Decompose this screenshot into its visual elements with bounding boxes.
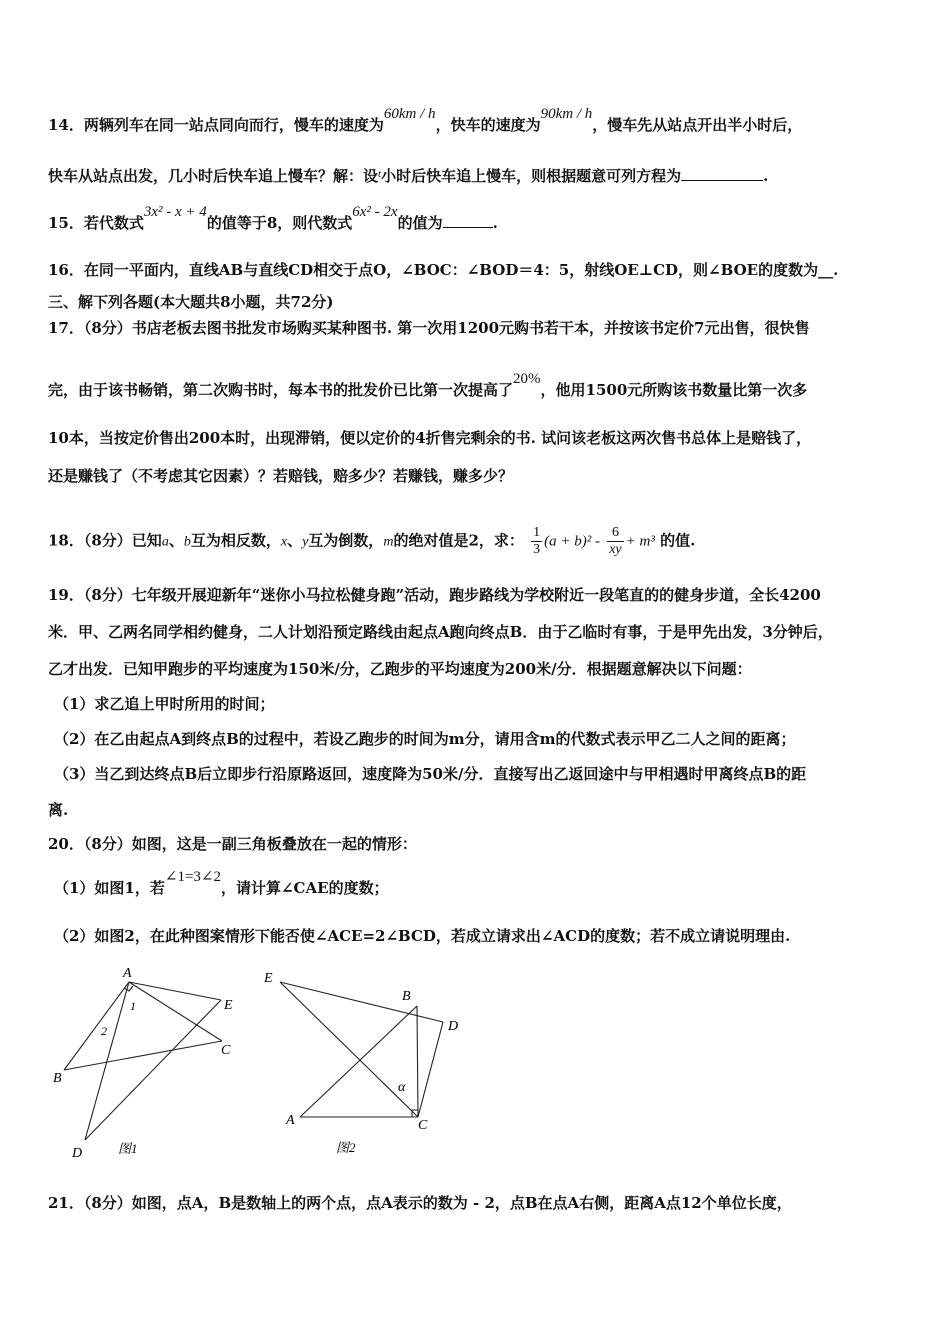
q18-line [48, 525, 910, 558]
q14-line2 [48, 165, 910, 188]
q18-text-4: 的绝对值是2，求： [393, 531, 524, 550]
q14-text-4: 快车从站点出发，几小时后快车追上慢车？解：设 [48, 167, 379, 185]
q14-line1 [48, 106, 910, 136]
fig2-label-alpha: α [398, 1080, 406, 1095]
q19-sub2: （2）在乙由起点A到终点B的过程中，若设乙跑步的时间为m分，请用含m的代数式表示甲乙二人之间的距离； [54, 730, 796, 748]
q14-answer-blank [681, 165, 763, 181]
q18-fraction-2 [607, 525, 623, 558]
q17-percent: 20% [513, 371, 541, 387]
q15-expression-1: 3x² - x + 4 [143, 204, 207, 220]
q20-sub1 [54, 869, 916, 899]
q17-line3: 10本，当按定价售出200本时，出现滞销，便以定价的4折售完剩余的书. 试问该老板这两次售书总体上是赔钱了， [48, 429, 812, 447]
fig1-label-d: D [72, 1146, 83, 1161]
q19-sub1: （1）求乙追上甲时所用的时间； [54, 695, 275, 713]
q14-end: . [763, 167, 769, 185]
fig2-label-a: A [286, 1113, 295, 1128]
q18-mid-expr: (a + b)² - [544, 533, 600, 550]
fig2-label-d: D [448, 1019, 459, 1034]
fig1-label-1: 1 [130, 999, 136, 1013]
fig1-label-e: E [224, 998, 233, 1013]
fig1-line-ab [64, 982, 129, 1070]
q18-frac2-num: 6 [607, 525, 623, 542]
q18-frac2-den: xy [609, 542, 622, 557]
q18-var-x: x [280, 534, 288, 550]
q20-line1: 20．（8分）如图，这是一副三角板叠放在一起的情形： [48, 835, 417, 853]
q14-text-3: ，慢车先从站点开出半小时后， [592, 116, 803, 134]
section-3-title: 三、解下列各题(本大题共8小题，共72分) [48, 293, 334, 311]
fig1-label-c: C [221, 1043, 231, 1058]
q18-frac1-num: 1 [533, 525, 541, 540]
fig2-line-bc [417, 1006, 418, 1117]
q15-line [48, 204, 910, 234]
q19-line3: 乙才出发．已知甲跑步的平均速度为150米/分，乙跑步的平均速度为200米/分．根据题意解决以下问题： [48, 660, 752, 678]
fig2-line-dc [418, 1022, 443, 1117]
fig1-caption: 图1 [118, 1141, 138, 1156]
q17-text-2: ，他用1500元所购该书数量比第一次多 [540, 381, 808, 399]
q18-var-a: a [161, 534, 169, 550]
q18-var-b: b [183, 534, 191, 550]
q20-condition: ∠1=3∠2 [164, 869, 221, 885]
q17-line1: 17．（8分）书店老板去图书批发市场购买某种图书. 第一次用1200元购书若干本，并按该书定价7元出售，很快售 [48, 319, 810, 337]
fig1-line-bc [64, 1041, 222, 1070]
fig2-label-b: B [402, 989, 411, 1004]
q21-line: 21．（8分）如图，点A，B是数轴上的两个点，点A表示的数为 - 2，点B在点A右侧，距离A点12个单位长度， [48, 1194, 792, 1212]
q18-text-3: 互为倒数， [308, 531, 384, 550]
q16-line: 16．在同一平面内，直线AB与直线CD相交于点O，∠BOC：∠BOD＝4：5，射线OE⊥CD，则∠BOE的度数为__. [48, 261, 839, 279]
q19-line2: 米．甲、乙两名同学相约健身，二人计划沿预定路线由起点A跑向终点B．由于乙临时有事，于是甲先出发，3分钟后， [48, 623, 833, 641]
fig2-line-ab [300, 1006, 417, 1117]
q18-sep-2: 、 [287, 531, 303, 550]
q18-var-y: y [302, 534, 309, 550]
q17-text-1: 完，由于该书畅销，第二次购书时，每本书的批发价已比第一次提高了 [48, 381, 514, 399]
q14-text-2: ，快车的速度为 [435, 116, 541, 134]
q15-text-3: 的值为 [397, 214, 443, 232]
q14-slow-speed: 60km / h [383, 106, 436, 122]
q15-expression-2: 6x² - 2x [352, 204, 398, 220]
q15-text-1: 15．若代数式 [48, 214, 144, 232]
q20-text-1: （1）如图1，若 [54, 879, 165, 897]
fig1-line-ad [85, 982, 129, 1140]
figure-2 [260, 962, 480, 1162]
q20-sub2: （2）如图2，在此种图案情形下能否使∠ACE=2∠BCD，若成立请求出∠ACD的度数；若不成立请说明理由. [54, 927, 791, 945]
q18-text-2: 互为相反数， [190, 531, 281, 550]
fig1-label-b: B [53, 1071, 62, 1086]
q19-sub3: （3）当乙到达终点B后立即步行沿原路返回，速度降为50米/分．直接写出乙返回途中与甲相遇时甲离终点B的距 [54, 765, 807, 783]
fig2-caption: 图2 [336, 1140, 356, 1155]
fig2-label-c: C [418, 1118, 428, 1133]
q14-variable: t [378, 168, 382, 180]
q18-sep-1: 、 [168, 531, 184, 550]
q15-text-2: 的值等于8，则代数式 [206, 214, 353, 232]
figure-1 [50, 962, 250, 1162]
q15-answer-blank [443, 212, 493, 228]
fig2-line-ed [280, 982, 443, 1022]
q19-sub3-cont: 离. [48, 801, 69, 819]
q18-var-m: m [383, 534, 394, 550]
q18-fraction-1 [531, 525, 542, 558]
fig2-line-ec [280, 982, 418, 1117]
q14-text-5: 小时后快车追上慢车，则根据题意可列方程为 [381, 167, 682, 185]
fig2-label-e: E [264, 971, 273, 986]
q18-text-5: 的值. [660, 531, 696, 550]
fig1-label-2: 2 [101, 1024, 107, 1038]
q18-tail-expr: + m³ [625, 533, 655, 550]
q18-text-1: 18．（8分）已知 [48, 531, 162, 550]
q17-line2 [48, 371, 910, 401]
fig1-label-a: A [123, 966, 132, 981]
q20-text-2: ，请计算∠CAE的度数； [220, 879, 389, 897]
q17-line4: 还是赚钱了（不考虑其它因素）？若赔钱，赔多少？若赚钱，赚多少？ [48, 467, 514, 485]
q14-text-1: 14．两辆列车在同一站点同向而行，慢车的速度为 [48, 116, 384, 134]
q19-line1: 19．（8分）七年级开展迎新年“迷你小马拉松健身跑”活动，跑步路线为学校附近一段笔直的的健身步道，全长4200 [48, 586, 821, 604]
q18-frac1-den: 3 [533, 542, 541, 557]
q15-end: . [492, 214, 498, 232]
fig1-line-ed [85, 1000, 221, 1140]
q14-fast-speed: 90km / h [540, 106, 593, 122]
